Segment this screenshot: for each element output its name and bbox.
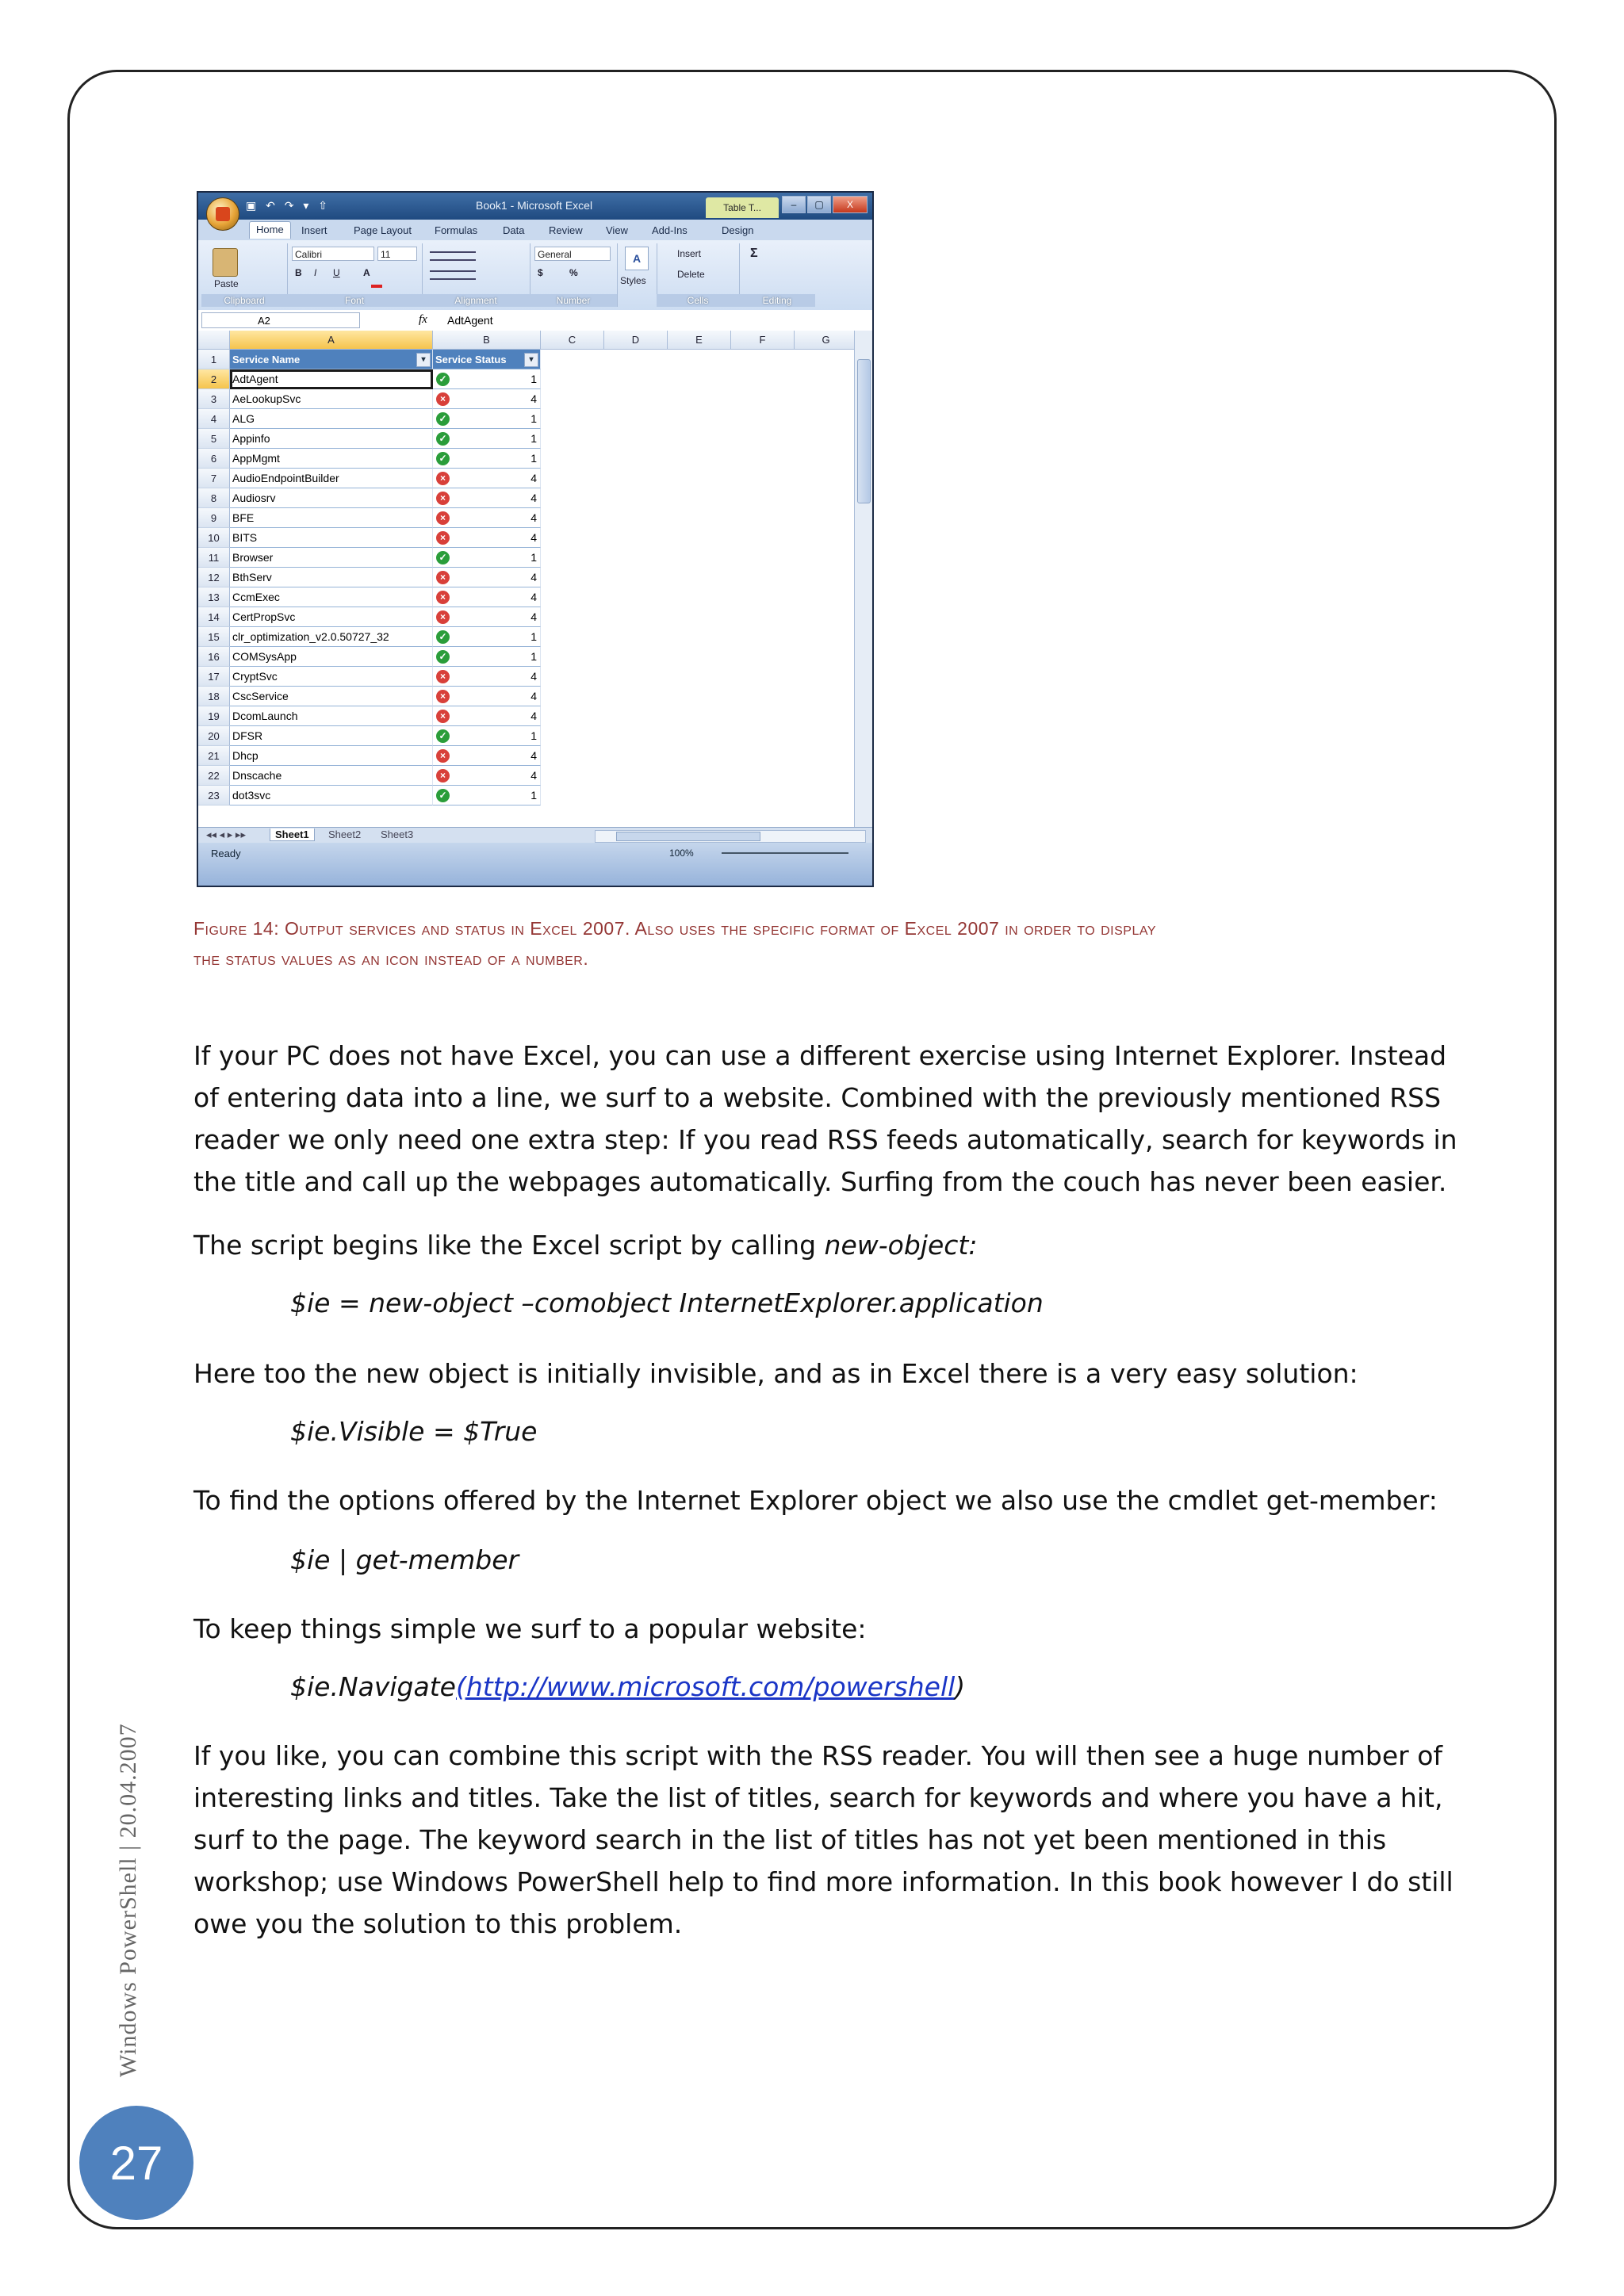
tab-data[interactable]: Data [503, 224, 525, 236]
header-service-status[interactable] [433, 350, 541, 369]
number-format-select[interactable]: General [534, 247, 611, 261]
status-value: 4 [530, 571, 537, 584]
status-value: 4 [530, 531, 537, 544]
tab-insert[interactable]: Insert [301, 224, 327, 236]
service-name-cell[interactable]: AudioEndpointBuilder [230, 469, 433, 488]
error-circle-icon: × [436, 749, 450, 763]
name-box[interactable]: A2 [201, 312, 360, 328]
service-status-cell[interactable] [433, 726, 541, 746]
table-row [198, 528, 872, 548]
error-circle-icon: × [436, 571, 450, 584]
service-status-cell[interactable] [433, 469, 541, 488]
row-number[interactable]: 2 [198, 369, 230, 389]
table-row [198, 508, 872, 528]
row-number[interactable]: 1 [198, 350, 230, 369]
error-circle-icon: × [436, 472, 450, 485]
service-name-cell[interactable]: CscService [230, 687, 433, 706]
service-status-cell[interactable] [433, 409, 541, 429]
status-value: 4 [530, 670, 537, 683]
row-number[interactable]: 7 [198, 469, 230, 488]
service-name-cell[interactable]: BFE [230, 508, 433, 528]
error-circle-icon: × [436, 670, 450, 683]
service-name-cell[interactable]: AdtAgent [230, 369, 433, 389]
service-status-cell[interactable] [433, 568, 541, 587]
paragraph-6: If you like, you can combine this script with the RSS reader. You will then see a huge number of interesting links and titles. Take the list of titles, search for keywords and where you have a hit, surf to the page. The keyword search in the list of titles has not yet been mentioned in this workshop; use Windows PowerShell help to find more information. In this book however I do still owe you the solution to this problem. [193, 1740, 1454, 1939]
vertical-scroll-thumb[interactable] [857, 359, 871, 503]
paragraph-2-text: The script begins like the Excel script by calling [193, 1230, 825, 1261]
tab-view[interactable]: View [606, 224, 628, 236]
service-status-cell[interactable] [433, 647, 541, 667]
caption-line-1: Figure 14: Output services and status in Excel 2007. Also uses the specific format of Excel 2007 in order to display [193, 918, 1156, 939]
figure-caption [193, 913, 1462, 974]
error-circle-icon: × [436, 511, 450, 525]
window-buttons [782, 196, 868, 213]
row-number[interactable]: 21 [198, 746, 230, 766]
service-status-cell[interactable] [433, 706, 541, 726]
service-name-cell[interactable]: CertPropSvc [230, 607, 433, 627]
status-value: 1 [530, 432, 537, 445]
error-circle-icon: × [436, 531, 450, 545]
service-name-cell[interactable]: COMSysApp [230, 647, 433, 667]
check-circle-icon: ✓ [436, 412, 450, 426]
status-value: 1 [530, 789, 537, 802]
column-header-g[interactable]: G [795, 331, 858, 350]
filter-dropdown-icon[interactable]: ▾ [416, 353, 431, 367]
service-name-cell[interactable]: Dnscache [230, 766, 433, 786]
grow-font-button[interactable]: A [363, 267, 370, 278]
bold-button[interactable]: B [295, 267, 302, 278]
code-line-4 [290, 1671, 965, 1702]
table-row [198, 667, 872, 687]
context-tab-table-tools[interactable]: Table T... [706, 197, 779, 218]
maximize-button[interactable]: ▢ [807, 196, 831, 213]
service-name-cell[interactable]: Dhcp [230, 746, 433, 766]
group-label-font: Font [287, 294, 422, 307]
font-color-icon[interactable] [371, 285, 382, 288]
status-value: 4 [530, 591, 537, 603]
table-row [198, 369, 872, 389]
sheet-tabs-bar [198, 827, 872, 844]
percent-button[interactable]: % [569, 267, 578, 278]
table-row [198, 488, 872, 508]
service-name-cell[interactable]: CryptSvc [230, 667, 433, 687]
service-name-cell[interactable]: ALG [230, 409, 433, 429]
side-footer-text: Windows PowerShell | 20.04.2007 [115, 1723, 141, 2077]
status-value: 1 [530, 373, 537, 385]
service-name-cell[interactable]: BITS [230, 528, 433, 548]
table-row [198, 786, 872, 806]
row-number[interactable]: 20 [198, 726, 230, 746]
row-number[interactable]: 12 [198, 568, 230, 587]
font-size-select[interactable]: 11 [377, 247, 417, 261]
service-name-cell[interactable]: clr_optimization_v2.0.50727_32 [230, 627, 433, 647]
select-all-corner[interactable] [198, 331, 230, 350]
horizontal-scrollbar[interactable] [595, 830, 866, 843]
check-circle-icon: ✓ [436, 551, 450, 564]
column-header-a[interactable]: A [230, 331, 433, 350]
check-circle-icon: ✓ [436, 789, 450, 802]
formula-input[interactable]: AdtAgent [447, 314, 493, 327]
fx-icon[interactable]: fx [419, 313, 427, 326]
code-line-4-prefix: $ie.Navigate [290, 1671, 456, 1702]
row-number[interactable]: 5 [198, 429, 230, 449]
service-name-cell[interactable]: BthServ [230, 568, 433, 587]
service-status-cell[interactable] [433, 746, 541, 766]
font-name-select[interactable]: Calibri [292, 247, 374, 261]
group-label-alignment: Alignment [422, 294, 530, 307]
row-number[interactable]: 19 [198, 706, 230, 726]
status-value: 1 [530, 650, 537, 663]
group-alignment [422, 243, 530, 307]
row-number[interactable]: 9 [198, 508, 230, 528]
column-header-d[interactable]: D [604, 331, 668, 350]
check-circle-icon: ✓ [436, 452, 450, 465]
table-row [198, 429, 872, 449]
error-circle-icon: × [436, 690, 450, 703]
error-circle-icon: × [436, 392, 450, 406]
paragraph-1: If your PC does not have Excel, you can use a different exercise using Internet Explorer. Instead of entering data into a line, we surf to a website. Combined with the previously mentioned RSS reader we only need one extra step: If you read RSS feeds automatically, search for keywords in the title and call up the webpages automatically. Surfing from the couch has never been easier. [193, 1040, 1457, 1197]
header-service-status-label: Service Status [435, 354, 507, 365]
header-service-name[interactable] [230, 350, 433, 369]
currency-button[interactable]: $ [538, 267, 543, 278]
row-number[interactable]: 14 [198, 607, 230, 627]
ribbon [198, 240, 872, 311]
align-icon[interactable] [430, 251, 476, 261]
row-number[interactable]: 6 [198, 449, 230, 469]
underline-button[interactable]: U [333, 267, 340, 278]
code-line-4-close: ) [955, 1671, 966, 1702]
tab-add-ins[interactable]: Add-Ins [652, 224, 688, 236]
indent-icon[interactable] [430, 270, 476, 280]
tab-page-layout[interactable]: Page Layout [354, 224, 412, 236]
service-status-cell[interactable] [433, 508, 541, 528]
row-number[interactable]: 15 [198, 627, 230, 647]
office-logo-icon [216, 207, 230, 221]
group-editing [739, 243, 815, 307]
status-value: 4 [530, 392, 537, 405]
status-value: 1 [530, 412, 537, 425]
header-service-name-label: Service Name [232, 354, 301, 365]
italic-button[interactable]: I [314, 267, 317, 278]
table-row [198, 409, 872, 429]
worksheet-grid [198, 331, 872, 827]
status-value: 1 [530, 452, 537, 465]
service-status-cell[interactable] [433, 449, 541, 469]
status-value: 4 [530, 749, 537, 762]
service-status-cell[interactable] [433, 587, 541, 607]
status-value: 4 [530, 492, 537, 504]
group-cells [657, 243, 740, 307]
status-value: 4 [530, 769, 537, 782]
status-value: 1 [530, 630, 537, 643]
row-number[interactable]: 3 [198, 389, 230, 409]
status-value: 1 [530, 551, 537, 564]
group-font [287, 243, 423, 307]
powershell-link[interactable]: http://www.microsoft.com/powershell [465, 1671, 956, 1702]
service-status-cell[interactable] [433, 627, 541, 647]
paragraph-5: To keep things simple we surf to a popular website: [193, 1613, 867, 1644]
horizontal-scroll-thumb[interactable] [616, 832, 760, 841]
service-name-cell[interactable]: CcmExec [230, 587, 433, 607]
service-name-cell[interactable]: DFSR [230, 726, 433, 746]
code-line-4-open: ( [455, 1671, 466, 1702]
service-status-cell[interactable] [433, 548, 541, 568]
row-number[interactable]: 11 [198, 548, 230, 568]
row-number[interactable]: 4 [198, 409, 230, 429]
error-circle-icon: × [436, 769, 450, 783]
row-number[interactable]: 8 [198, 488, 230, 508]
zoom-level[interactable]: 100% [669, 848, 694, 859]
service-name-cell[interactable]: Appinfo [230, 429, 433, 449]
service-status-cell[interactable] [433, 687, 541, 706]
column-header-e[interactable]: E [668, 331, 731, 350]
status-value: 4 [530, 690, 537, 702]
table-row [198, 389, 872, 409]
styles-label[interactable]: Styles [620, 275, 646, 286]
check-circle-icon: ✓ [436, 432, 450, 446]
table-header-row [198, 350, 872, 369]
paste-icon[interactable] [213, 248, 238, 277]
table-row [198, 587, 872, 607]
insert-cells-button[interactable]: Insert [677, 248, 702, 259]
group-label-number: Number [530, 294, 617, 307]
paragraph-4: To find the options offered by the Internet Explorer object we also use the cmdlet get-member: [193, 1485, 1438, 1516]
tab-formulas[interactable]: Formulas [435, 224, 478, 236]
status-value: 4 [530, 710, 537, 722]
sheet-nav-arrows[interactable]: ◂◂ ◂ ▸ ▸▸ [206, 828, 246, 840]
tab-review[interactable]: Review [549, 224, 583, 236]
sheet-tab-3[interactable]: Sheet3 [381, 828, 414, 840]
table-row [198, 687, 872, 706]
table-row [198, 726, 872, 746]
service-name-cell[interactable]: Browser [230, 548, 433, 568]
paragraph-3: Here too the new object is initially invisible, and as in Excel there is a very easy solution: [193, 1358, 1358, 1389]
status-value: 4 [530, 472, 537, 484]
service-status-cell[interactable] [433, 766, 541, 786]
check-circle-icon: ✓ [436, 729, 450, 743]
page-number: 27 [79, 2106, 193, 2220]
office-button[interactable] [206, 197, 239, 231]
status-bar [198, 843, 872, 887]
service-name-cell[interactable]: dot3svc [230, 786, 433, 806]
table-row [198, 647, 872, 667]
table-row [198, 469, 872, 488]
service-name-cell[interactable]: AppMgmt [230, 449, 433, 469]
autosum-icon[interactable]: Σ [750, 247, 758, 260]
service-status-cell[interactable] [433, 667, 541, 687]
sheet-tab-1[interactable]: Sheet1 [270, 828, 315, 841]
styles-icon[interactable]: A [625, 247, 649, 270]
group-label-cells: Cells [657, 294, 739, 307]
vertical-scrollbar[interactable] [854, 331, 872, 827]
column-header-f[interactable]: F [731, 331, 795, 350]
row-number[interactable]: 16 [198, 647, 230, 667]
tab-home[interactable]: Home [249, 221, 291, 239]
filter-dropdown-icon[interactable]: ▾ [524, 353, 538, 367]
paste-label[interactable]: Paste [214, 278, 239, 289]
sheet-tab-2[interactable]: Sheet2 [328, 828, 362, 840]
column-header-b[interactable]: B [433, 331, 541, 350]
formula-bar [198, 310, 872, 331]
excel-titlebar [198, 193, 872, 220]
table-row [198, 607, 872, 627]
row-number[interactable]: 10 [198, 528, 230, 548]
service-name-cell[interactable]: Audiosrv [230, 488, 433, 508]
check-circle-icon: ✓ [436, 650, 450, 664]
service-status-cell[interactable] [433, 488, 541, 508]
service-name-cell[interactable]: DcomLaunch [230, 706, 433, 726]
service-name-cell[interactable]: AeLookupSvc [230, 389, 433, 409]
service-status-cell[interactable] [433, 786, 541, 806]
table-row [198, 548, 872, 568]
error-circle-icon: × [436, 710, 450, 723]
error-circle-icon: × [436, 492, 450, 505]
status-value: 4 [530, 610, 537, 623]
window-title: Book1 - Microsoft Excel [476, 199, 593, 212]
tab-design[interactable]: Design [722, 224, 754, 236]
service-status-cell[interactable] [433, 389, 541, 409]
code-line-2: $ie.Visible = $True [290, 1416, 538, 1447]
ribbon-tabs [198, 220, 872, 240]
group-styles [617, 243, 657, 307]
close-button[interactable]: X [833, 196, 868, 213]
code-line-3: $ie | get-member [290, 1544, 519, 1575]
check-circle-icon: ✓ [436, 630, 450, 644]
service-status-cell[interactable] [433, 528, 541, 548]
row-number[interactable]: 22 [198, 766, 230, 786]
table-row [198, 449, 872, 469]
error-circle-icon: × [436, 591, 450, 604]
service-status-cell[interactable] [433, 429, 541, 449]
error-circle-icon: × [436, 610, 450, 624]
column-header-c[interactable]: C [541, 331, 604, 350]
group-label-clipboard: Clipboard [201, 294, 287, 307]
row-number[interactable]: 18 [198, 687, 230, 706]
minimize-button[interactable]: – [782, 196, 806, 213]
excel-screenshot [197, 191, 874, 887]
table-row [198, 627, 872, 647]
caption-line-2: the status values as an icon instead of a number. [193, 948, 589, 969]
group-number [530, 243, 618, 307]
delete-cells-button[interactable]: Delete [677, 269, 705, 280]
table-row [198, 568, 872, 587]
table-row [198, 706, 872, 726]
service-status-cell[interactable] [433, 369, 541, 389]
service-status-cell[interactable] [433, 607, 541, 627]
row-number[interactable]: 23 [198, 786, 230, 806]
quick-access-toolbar[interactable]: ▣ ↶ ↷ ▾ ⇧ [246, 199, 331, 212]
paragraph-2 [193, 1224, 1478, 1266]
code-line-1: $ie = new-object –comobject InternetExplorer.application [290, 1288, 1044, 1318]
group-clipboard [201, 243, 288, 307]
status-value: 1 [530, 729, 537, 742]
row-number[interactable]: 13 [198, 587, 230, 607]
table-row [198, 746, 872, 766]
zoom-slider[interactable] [722, 852, 848, 854]
group-label-editing: Editing [739, 294, 815, 307]
status-value: 4 [530, 511, 537, 524]
table-row [198, 766, 872, 786]
paragraph-2-emphasis: new-object: [824, 1230, 978, 1261]
check-circle-icon: ✓ [436, 373, 450, 386]
row-number[interactable]: 17 [198, 667, 230, 687]
status-text: Ready [211, 848, 241, 859]
